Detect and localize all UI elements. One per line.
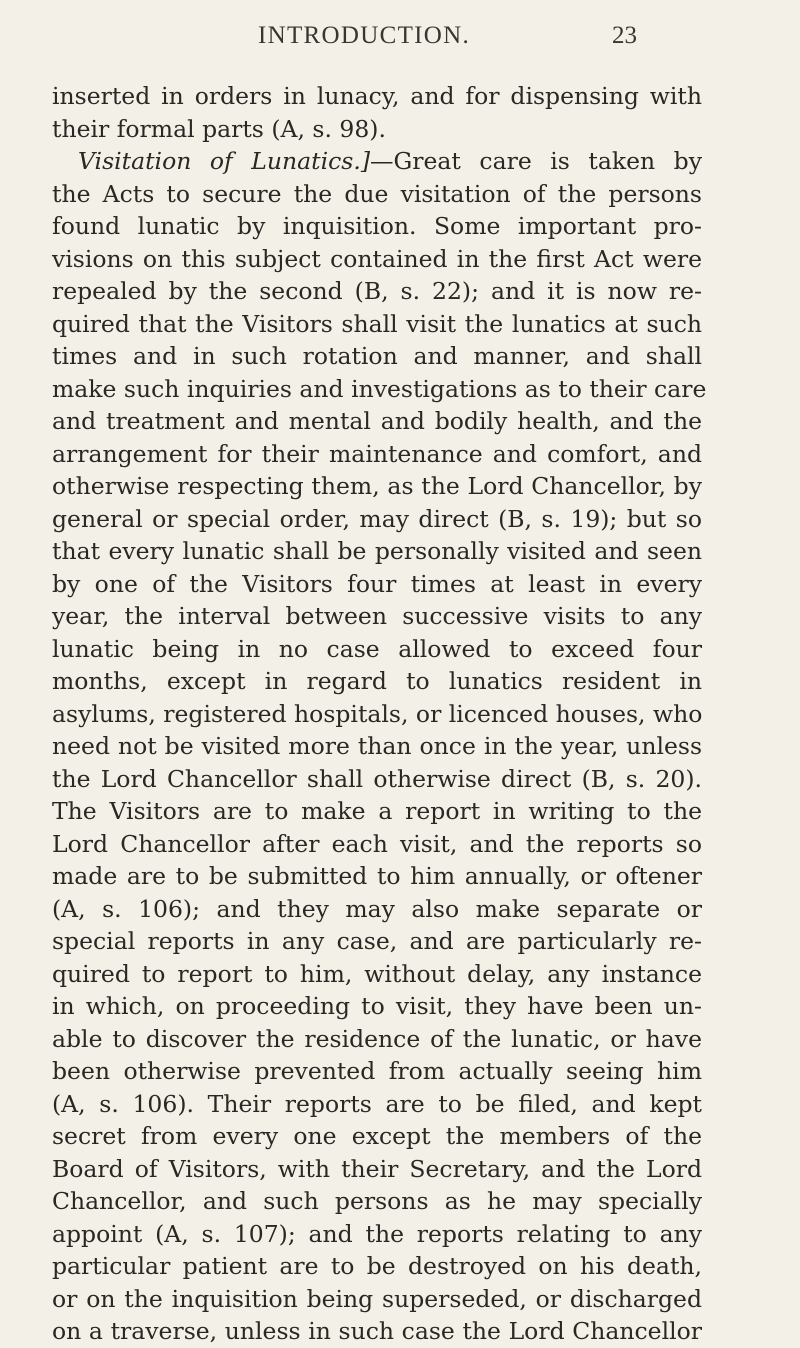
text-line: inserted in orders in lunacy, and for dispensing with	[52, 82, 702, 110]
text-line: The Visitors are to make a report in writing to the	[52, 797, 702, 825]
text-line: (A, s. 106). Their reports are to be filed, and kept	[52, 1089, 702, 1118]
text-line: or on the inquisition being superseded, or discharged	[52, 1284, 702, 1313]
text-line: visions on this subject contained in the first Act were	[52, 244, 702, 273]
text-line: made are to be submitted to him annually, or oftener	[52, 862, 702, 890]
text-line: times and in such rotation and manner, and shall	[52, 342, 702, 370]
text-line: asylums, registered hospitals, or licenced houses, who	[52, 699, 703, 728]
text-line: the Acts to secure the due visitation of the persons	[52, 179, 702, 208]
text-line: their formal parts (A, s. 98).	[52, 114, 386, 143]
text-line: quired to report to him, without delay, any instance	[52, 959, 702, 988]
text-line: particular patient are to be destroyed on his death,	[52, 1252, 702, 1280]
text-line: need not be visited more than once in the year, unless	[52, 732, 702, 760]
running-head: INTRODUCTION.	[258, 22, 471, 49]
text-line-fragment: —Great care is taken by	[370, 147, 702, 175]
text-line: the Lord Chancellor shall otherwise direct (B, s. 20).	[52, 764, 702, 793]
text-line: make such inquiries and investigations as to their care	[52, 374, 707, 403]
page-number: 23	[612, 22, 637, 49]
text-line: months, except in regard to lunatics resident in	[52, 667, 702, 695]
text-line: in which, on proceeding to visit, they have been un-	[52, 992, 702, 1020]
text-line: (A, s. 106); and they may also make separate or	[52, 894, 702, 923]
section-heading: Visitation of Lunatics.]	[78, 147, 370, 175]
text-line: arrangement for their maintenance and comfort, and	[52, 439, 702, 468]
page-header	[0, 22, 800, 62]
text-line: secret from every one except the members of the	[52, 1122, 702, 1150]
text-line: found lunatic by inquisition. Some important pro-	[52, 212, 702, 240]
text-line: on a traverse, unless in such case the Lord Chancellor	[52, 1317, 702, 1345]
section-heading-line	[52, 145, 702, 178]
text-line: and treatment and mental and bodily health, and the	[52, 407, 702, 435]
text-line: able to discover the residence of the lunatic, or have	[52, 1024, 702, 1053]
text-line: by one of the Visitors four times at least in every	[52, 569, 702, 598]
text-line: special reports in any case, and are particularly re-	[52, 927, 702, 955]
text-line: general or special order, may direct (B, s. 19); but so	[52, 504, 702, 533]
text-line: Chancellor, and such persons as he may specially	[52, 1187, 702, 1215]
text-line: that every lunatic shall be personally visited and seen	[52, 537, 702, 565]
text-line: quired that the Visitors shall visit the lunatics at such	[52, 309, 702, 338]
body-text	[52, 80, 707, 1348]
text-line: Board of Visitors, with their Secretary, and the Lord	[52, 1154, 702, 1183]
text-line: been otherwise prevented from actually seeing him	[52, 1057, 702, 1085]
text-line: appoint (A, s. 107); and the reports relating to any	[52, 1219, 702, 1248]
text-line: year, the interval between successive visits to any	[52, 602, 702, 630]
text-line: lunatic being in no case allowed to exceed four	[52, 634, 702, 663]
text-line: Lord Chancellor after each visit, and the reports so	[52, 829, 702, 858]
text-line: repealed by the second (B, s. 22); and it is now re-	[52, 277, 702, 305]
text-line: otherwise respecting them, as the Lord Chancellor, by	[52, 472, 702, 500]
